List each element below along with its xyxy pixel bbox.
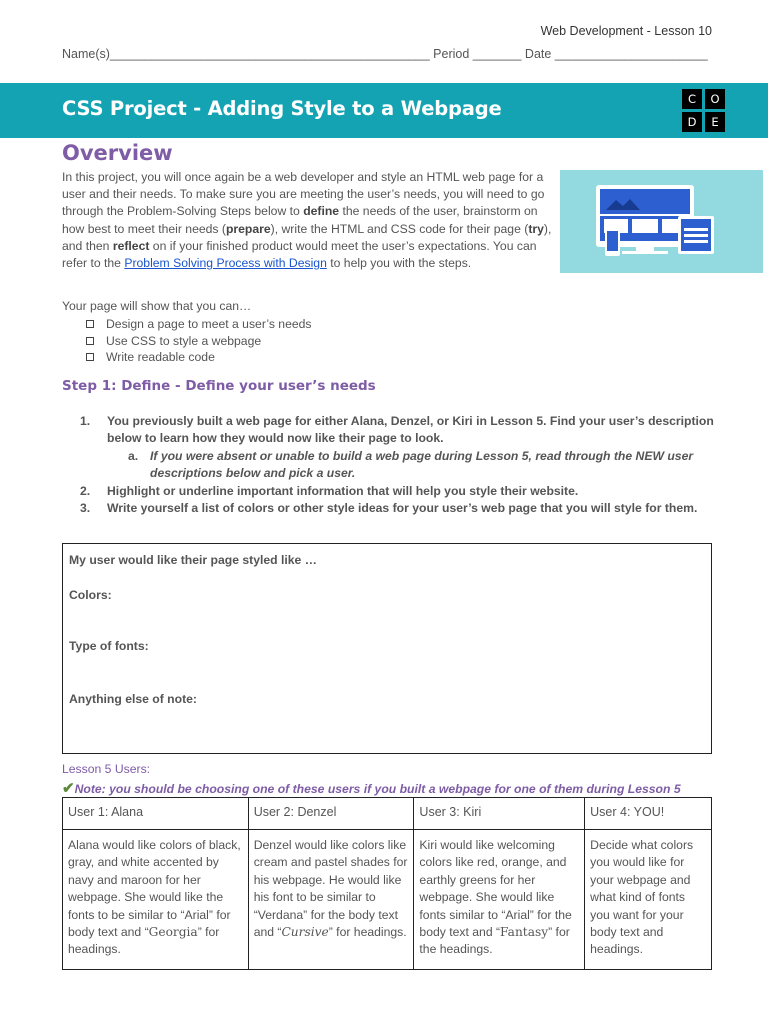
overview-heading: Overview	[62, 141, 173, 165]
page-title: CSS Project - Adding Style to a Webpage	[62, 97, 502, 120]
instruction-item: 2. Highlight or underline important information that will help you style their website.	[80, 483, 579, 498]
checkbox-icon	[86, 337, 94, 345]
user-preferences-box[interactable]	[62, 543, 712, 754]
responsive-devices-illustration	[560, 170, 763, 273]
instruction-item: 1. You previously built a web page for either Alana, Denzel, or Kiri in Lesson 5. Find your user’s description below to learn how they would now like their page to look.	[80, 414, 714, 446]
users-table	[62, 797, 712, 970]
alana-description: Alana would like colors of black, gray, and white accented by navy and maroon for her webpage. She would like the fonts to be similar to “Arial” for body text and “Georgia” for headings.	[63, 830, 249, 970]
name-period-date-line: Name(s)______________________________________________ Period _______ Date ______________________	[62, 47, 708, 61]
overview-paragraph: In this project, you will once again be a web developer and style an HTML web page for a user and their needs. To make sure you are meeting the user’s needs, you will need to go through the Problem-Solving Steps below to define the needs of the user, brainstorm on how best to meet their needs (prepare), write the HTML and CSS code for their page (try), and then reflect on if your finished product would meet the user’s expectations. You can refer to the Problem Solving Process with Design to help you with the steps.	[62, 170, 552, 271]
you-description: Decide what colors you would like for your webpage and what kind of fonts you want for your body text and headings.	[585, 830, 712, 970]
styled-like-label: My user would like their page styled like …	[69, 553, 317, 567]
skills-checklist	[86, 316, 312, 366]
checkmark-icon: ✔	[62, 780, 75, 797]
logo-letter-o: O	[705, 89, 725, 109]
step1-heading: Step 1: Define - Define your user’s needs	[62, 378, 376, 394]
colors-label: Colors:	[69, 588, 112, 602]
notes-label: Anything else of note:	[69, 692, 197, 706]
checklist-item: Design a page to meet a user’s needs	[86, 316, 312, 333]
kiri-description: Kiri would like welcoming colors like red, orange, and earthly greens for her webpage. She would like fonts similar to “Arial” for the body text and “Fantasy” for the headings.	[414, 830, 585, 970]
logo-letter-e: E	[705, 112, 725, 132]
table-header-row	[63, 798, 712, 830]
column-header: User 4: YOU!	[585, 798, 712, 830]
column-header: User 2: Denzel	[248, 798, 414, 830]
title-banner	[0, 83, 768, 138]
checklist-item: Write readable code	[86, 349, 312, 366]
checkbox-icon	[86, 320, 94, 328]
column-header: User 3: Kiri	[414, 798, 585, 830]
choose-user-note: ✔Note: you should be choosing one of these users if you built a webpage for one of them during Lesson 5	[62, 780, 681, 797]
column-header: User 1: Alana	[63, 798, 249, 830]
fonts-label: Type of fonts:	[69, 639, 149, 653]
denzel-description: Denzel would like colors like cream and pastel shades for his webpage. He would like his font to be similar to “Verdana” for the body text and “Cursive” for headings.	[248, 830, 414, 970]
checkbox-icon	[86, 353, 94, 361]
step1-instructions	[80, 413, 720, 517]
code-org-logo	[682, 89, 726, 133]
checklist-item: Use CSS to style a webpage	[86, 333, 312, 350]
devices-icon	[560, 170, 763, 273]
instruction-item: 3. Write yourself a list of colors or other style ideas for your user’s web page that you will style for them.	[80, 501, 698, 516]
problem-solving-link[interactable]: Problem Solving Process with Design	[124, 256, 327, 271]
course-label: Web Development - Lesson 10	[540, 24, 712, 38]
logo-letter-d: D	[682, 112, 702, 132]
table-row	[63, 830, 712, 970]
logo-letter-c: C	[682, 89, 702, 109]
can-intro: Your page will show that you can…	[62, 299, 252, 313]
instruction-subitem: a. If you were absent or unable to build a web page during Lesson 5, read through the NEW user descriptions below and pick a user.	[128, 448, 694, 481]
lesson5-users-heading: Lesson 5 Users:	[62, 762, 151, 776]
